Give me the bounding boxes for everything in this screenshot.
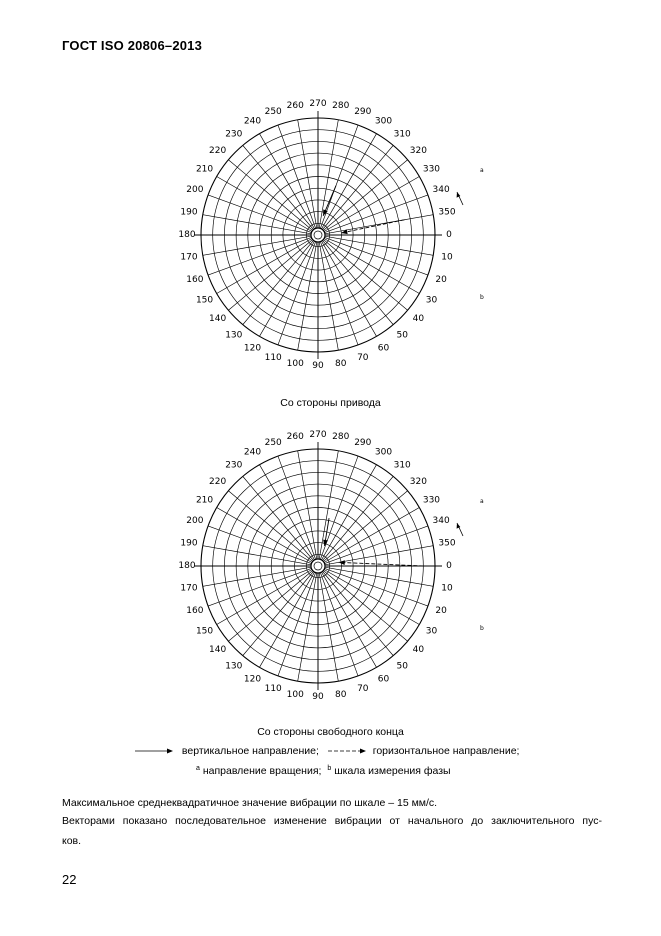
angle-label: 330 [422,164,441,175]
polar-spoke [217,508,312,563]
polar-spoke [322,572,377,667]
rotation-label: a [480,167,484,174]
legend-phase: шкала измерения фазы [334,765,451,777]
polar-spoke [324,508,419,563]
horizontal-vector [339,562,424,566]
angle-label: 0 [446,561,452,571]
polar-spoke [228,570,312,641]
polar-spoke [217,570,312,625]
angle-label: 290 [354,437,372,448]
angle-label: 20 [435,274,447,285]
angle-label: 240 [243,116,262,127]
angle-label: 0 [446,230,452,240]
dashed-arrow-icon [328,747,366,755]
horizontal-vector-arrowhead [339,560,345,565]
polar-spoke [243,145,314,229]
polar-spoke [325,567,433,586]
angle-label: 170 [180,583,198,594]
polar-spoke [324,239,419,294]
angle-label: 260 [286,431,304,442]
angle-label: 300 [374,447,393,458]
polar-spoke [323,570,407,641]
legend-line-2 [196,765,451,777]
polar-spoke [325,215,433,234]
polar-spoke [228,491,312,562]
polar-diagram-free-end [171,416,484,716]
angle-label: 30 [425,295,438,306]
document-header: ГОСТ ISO 20806–2013 [62,38,203,53]
legend-vertical: вертикальное направление; [181,745,319,757]
polar-spoke [322,145,393,229]
angle-label: 230 [225,129,243,140]
polar-spoke [260,241,315,336]
angle-label: 220 [209,145,227,156]
page-number: 22 [62,872,77,887]
footnote-b-marker: b [327,765,332,772]
polar-spoke [322,476,393,560]
angle-label: 300 [374,116,393,127]
angle-label: 340 [432,185,450,196]
angle-label: 20 [435,605,447,616]
angle-label: 180 [178,561,196,571]
polar-spoke [260,134,315,229]
angle-label: 270 [309,430,327,440]
polar-spoke [319,451,338,559]
angle-label: 310 [393,460,411,471]
angle-label: 270 [309,99,327,109]
angle-label: 130 [225,661,243,672]
polar-spoke [243,240,314,324]
angle-label: 190 [180,207,198,218]
angle-label: 240 [243,447,262,458]
angle-label: 350 [438,538,456,549]
angle-label: 230 [225,460,243,471]
angle-label: 280 [332,431,350,442]
angle-label: 100 [286,690,304,701]
angle-label: 40 [412,314,425,325]
polar-spoke [203,215,311,234]
rotation-direction-arrowhead [457,523,461,529]
angle-label: 260 [286,100,304,111]
angle-label: 90 [312,692,324,702]
legend-rotation: направление вращения; [202,765,322,777]
angle-label: 140 [209,314,227,325]
polar-diagram-drive-end [171,85,484,385]
angle-label: 200 [186,516,204,527]
angle-label: 90 [312,361,324,371]
polar-spoke [324,570,419,625]
polar-spoke [298,451,317,559]
angle-label: 280 [332,100,350,111]
polar-spoke [325,236,433,255]
polar-spoke [217,239,312,294]
polar-spoke [319,120,338,228]
angle-label: 60 [377,674,390,685]
polar-spoke [260,572,315,667]
polar-spoke [298,242,317,350]
polar-spoke [322,465,377,560]
polar-spoke [319,573,338,681]
angle-label: 150 [195,295,214,306]
polar-spoke [323,491,407,562]
angle-label: 350 [438,207,456,218]
polar-spoke [203,546,311,565]
polar-spoke [322,571,393,655]
polar-spoke [228,239,312,310]
phase-scale-label: b [480,625,484,632]
polar-spoke [322,241,377,336]
angle-label: 50 [396,661,408,672]
polar-spoke [322,240,393,324]
polar-hub-inner [314,562,322,570]
polar-spoke [319,242,338,350]
angle-label: 110 [264,684,282,695]
caption-free-end: Со стороны свободного конца [257,726,404,738]
polar-spoke [243,571,314,655]
angle-label: 80 [335,690,347,701]
polar-hub-inner [314,231,322,239]
polar-spoke [323,239,407,310]
angle-label: 70 [357,353,369,364]
rotation-label: a [480,498,484,505]
angle-label: 200 [186,185,204,196]
legend-horizontal: горизонтальное направление; [372,745,520,757]
angle-label: 340 [432,516,450,527]
angle-label: 310 [393,129,411,140]
angle-label: 110 [264,353,282,364]
polar-spoke [260,465,315,560]
angle-label: 130 [225,330,243,341]
legend-line-1 [135,745,519,757]
angle-label: 40 [412,645,425,656]
polar-spoke [217,177,312,232]
angle-label: 100 [286,359,304,370]
footnote-a-marker: a [196,765,200,772]
note-line-1: Максимальное среднеквадратичное значение вибрации по шкале – 15 мм/с. [62,797,438,809]
angle-label: 10 [441,252,453,263]
polar-spoke [298,573,317,681]
angle-label: 220 [209,476,227,487]
angle-label: 250 [264,437,282,448]
angle-label: 330 [422,495,441,506]
note-line-3: ков. [62,835,82,847]
angle-label: 160 [186,274,204,285]
angle-label: 170 [180,252,198,263]
angle-label: 160 [186,605,204,616]
polar-spoke [228,160,312,231]
polar-spoke [243,476,314,560]
angle-label: 140 [209,645,227,656]
polar-spoke [324,177,419,232]
angle-label: 10 [441,583,453,594]
angle-label: 80 [335,359,347,370]
angle-label: 250 [264,106,282,117]
polar-spoke [322,134,377,229]
angle-label: 60 [377,343,390,354]
solid-arrow-icon [135,747,173,755]
angle-label: 150 [195,626,214,637]
polar-spoke [203,567,311,586]
phase-scale-label: b [480,294,484,301]
angle-label: 70 [357,684,369,695]
polar-spoke [203,236,311,255]
polar-spoke [298,120,317,228]
polar-plot-svg [171,85,484,385]
polar-spoke [323,160,407,231]
angle-label: 210 [195,495,214,506]
angle-label: 30 [425,626,438,637]
rotation-direction-arrowhead [457,192,461,198]
angle-label: 190 [180,538,198,549]
caption-drive-end: Со стороны привода [280,397,381,409]
angle-label: 320 [409,145,427,156]
angle-label: 320 [409,476,427,487]
angle-label: 180 [178,230,196,240]
note-line-2: Векторами показано последовательное изменение вибрации от начального до заключительного пус- [62,815,602,827]
angle-label: 120 [243,343,262,354]
angle-label: 290 [354,106,372,117]
angle-label: 210 [195,164,214,175]
polar-plot-svg [171,416,484,716]
angle-label: 120 [243,674,262,685]
angle-label: 50 [396,330,408,341]
